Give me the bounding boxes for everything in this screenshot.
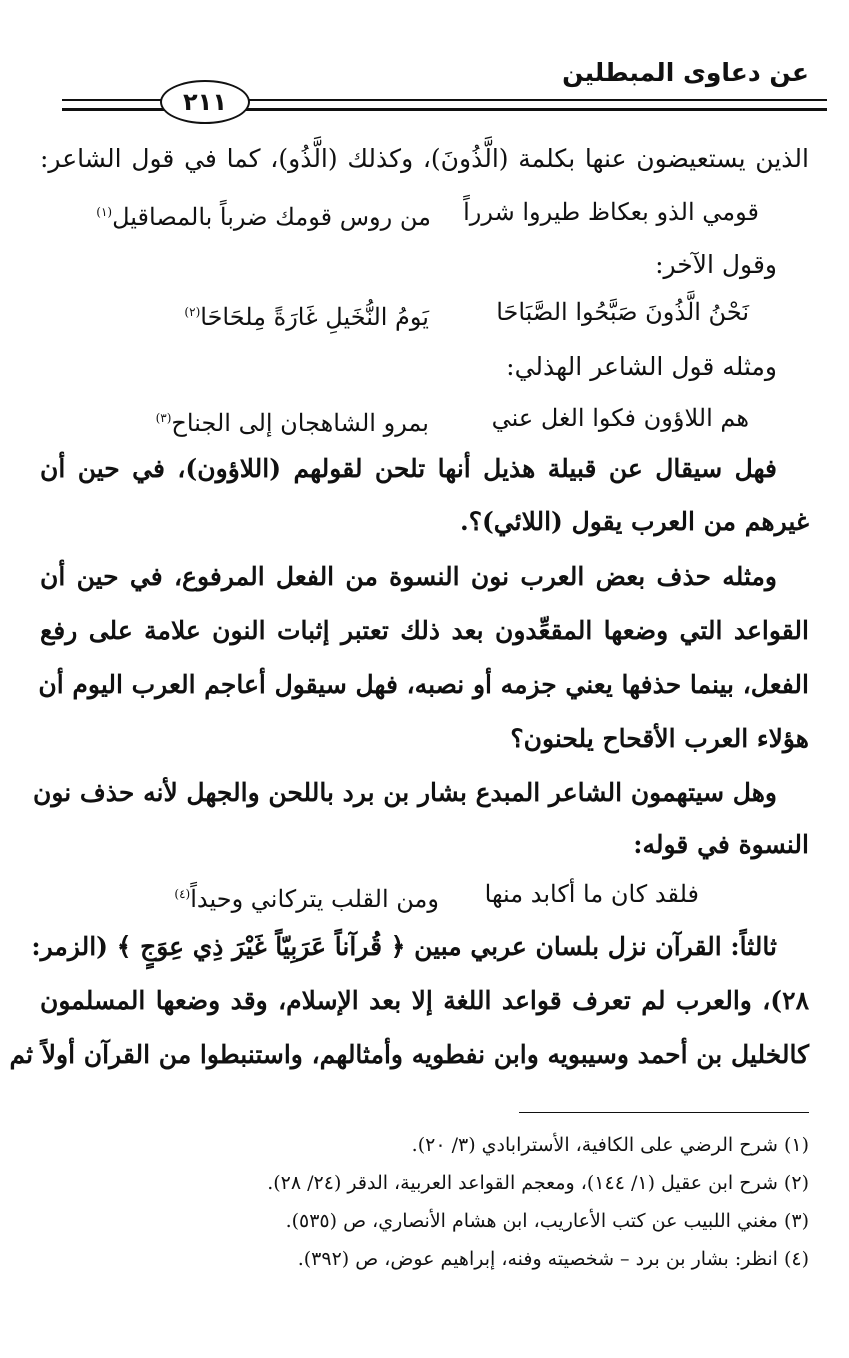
body-line: وهل سيتهمون الشاعر المبدع بشار بن برد باللحن والجهل لأنه حذف نون (32, 778, 777, 807)
body-line: فهل سيقال عن قبيلة هذيل أنها تلحن لقولهم (اللاؤون)، في حين أن (40, 454, 777, 483)
verse-first-hemistich: نَحْنُ الَّذُونَ صَبَّحُوا الصَّبَاحَا (496, 298, 749, 326)
body-line: الذين يستعيضون عنها بكلمة (الَّذُونَ)، وكذلك (الَّذُو)، كما في قول الشاعر: (40, 144, 809, 173)
body-line: ومثله حذف بعض العرب نون النسوة من الفعل المرفوع، في حين أن (40, 562, 777, 591)
verse-first-hemistich: فلقد كان ما أكابد منها (484, 880, 699, 908)
body-line: القواعد التي وضعها المقعِّدون بعد ذلك تعتبر إثبات النون علامة على رفع (40, 616, 809, 645)
verse-second-hemistich: يَومُ النُّخَيلِ غَارَةً مِلحَاحَا$^{(٢)}$ (184, 303, 429, 331)
footnote-ref: (٢) (184, 305, 201, 319)
footnote: (٣) مغني اللبيب عن كتب الأعاريب، ابن هشام الأنصاري، ص (٥٣٥). (285, 1210, 809, 1232)
body-line: كالخليل بن أحمد وسيبويه وابن نفطويه وأمثالهم، واستنبطوا من القرآن أولاً ثم (9, 1040, 809, 1069)
footnote: (٤) انظر: بشار بن برد – شخصيته وفنه، إبراهيم عوض، ص (٣٩٢). (297, 1248, 809, 1270)
body-line: ومثله قول الشاعر الهذلي: (506, 352, 777, 381)
body-line: النسوة في قوله: (633, 830, 809, 859)
body-line: ثالثاً: القرآن نزل بلسان عربي مبين ﴿ قُرآناً عَرَبِيّاً غَيْرَ ذِي عِوَجٍ ﴾ (الزمر: (31, 932, 777, 961)
footnote-ref: (١) (96, 205, 113, 219)
body-line: ٢٨)، والعرب لم تعرف قواعد اللغة إلا بعد الإسلام، وقد وضعها المسلمون (40, 986, 809, 1015)
footnote: (٢) شرح ابن عقيل (١/ ١٤٤)، ومعجم القواعد العربية، الدقر (٢٤/ ٢٨). (267, 1172, 809, 1194)
footnote-ref: (٣) (155, 411, 172, 425)
quran-quote: ﴿ قُرآناً عَرَبِيّاً غَيْرَ ذِي عِوَجٍ ﴾ (116, 932, 406, 961)
footnote-ref: (٤) (174, 887, 191, 901)
verse-second-hemistich: ومن القلب يتركاني وحيداً$^{(٤)}$ (174, 885, 439, 913)
page-number: ٢١١ (160, 80, 250, 124)
verse-second-hemistich: بمرو الشاهجان إلى الجناح$^{(٣)}$ (155, 409, 429, 437)
body-line: غيرهم من العرب يقول (اللائي)؟. (459, 507, 809, 536)
verse-first-hemistich: هم اللاؤون فكوا الغل عني (491, 404, 749, 432)
verse-first-hemistich: قومي الذو بعكاظ طيروا شرراً (463, 198, 759, 226)
verse-second-hemistich: من روس قومك ضرباً بالمصاقيل$^{(١)}$ (96, 203, 431, 231)
footnote: (١) شرح الرضي على الكافية، الأسترابادي (٣/ ٢٠). (411, 1134, 809, 1156)
running-title: عن دعاوى المبطلين (562, 58, 809, 87)
body-line: هؤلاء العرب الأقحاح يلحنون؟ (510, 724, 809, 753)
body-line: وقول الآخر: (655, 250, 777, 279)
footnote-separator (519, 1112, 809, 1113)
section-label: ثالثاً: (730, 932, 777, 961)
body-line: الفعل، بينما حذفها يعني جزمه أو نصبه، فهل سيقول أعاجم العرب اليوم أن (38, 670, 809, 699)
